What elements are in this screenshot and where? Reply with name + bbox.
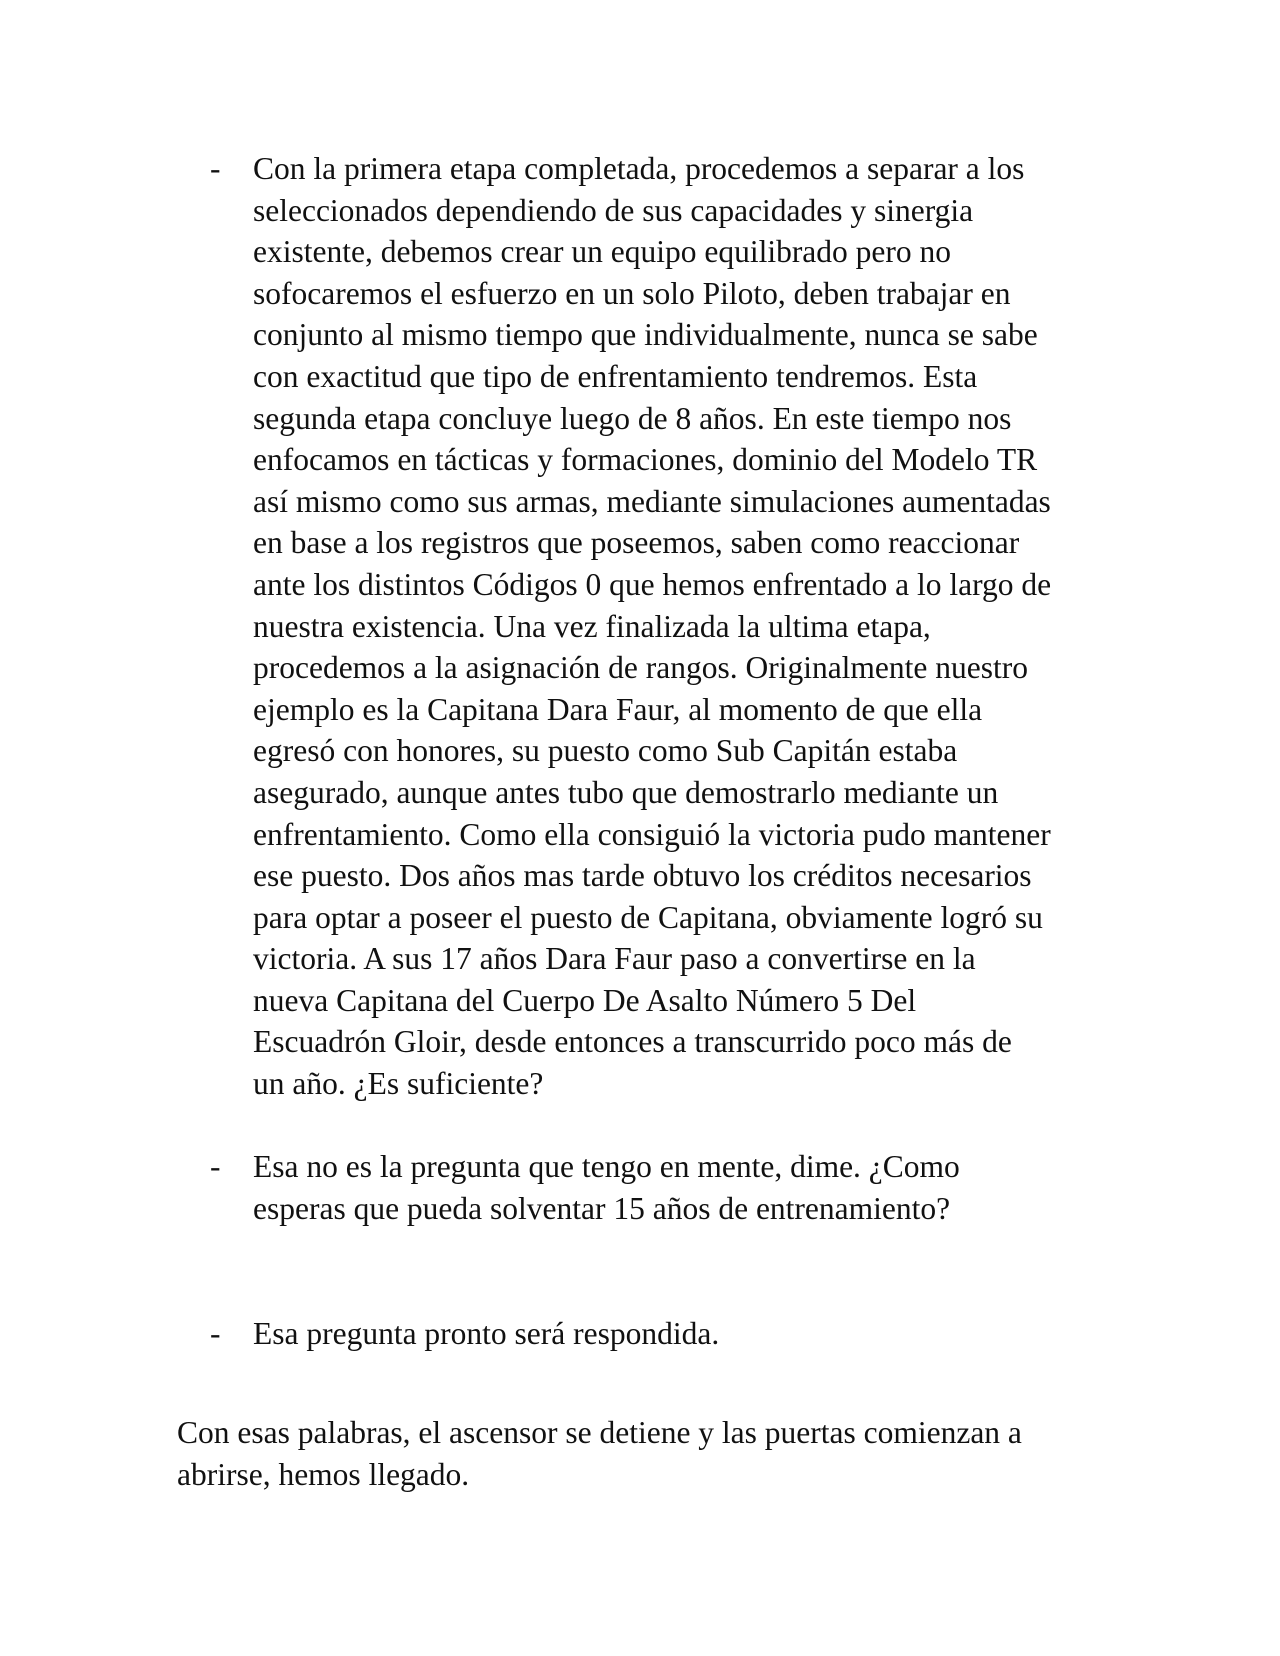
dialogue-text (253, 148, 1113, 1105)
text-line: para optar a poseer el puesto de Capitana, obviamente logró su (253, 899, 1043, 935)
text-line: ejemplo es la Capitana Dara Faur, al momento de que ella (253, 691, 983, 727)
narration-paragraph (177, 1412, 1117, 1495)
text-line: con exactitud que tipo de enfrentamiento tendremos. Esta (253, 358, 978, 394)
text-line: existente, debemos crear un equipo equilibrado pero no (253, 234, 952, 270)
text-line: ese puesto. Dos años mas tarde obtuvo los créditos necesarios (253, 858, 1032, 894)
text-line: así mismo como sus armas, mediante simulaciones aumentadas (253, 483, 1051, 519)
text-line: conjunto al mismo tiempo que individualmente, nunca se sabe (253, 317, 1038, 353)
text-line: esperas que pueda solventar 15 años de entrenamiento? (253, 1190, 951, 1226)
text-line: ante los distintos Códigos 0 que hemos enfrentado a lo largo de (253, 566, 1052, 602)
text-line: procedemos a la asignación de rangos. Originalmente nuestro (253, 650, 1028, 686)
dialogue-dash: - (210, 1316, 221, 1351)
text-line: nuestra existencia. Una vez finalizada la ultima etapa, (253, 608, 931, 644)
text-line: Con esas palabras, el ascensor se detiene y las puertas comienzan a (177, 1415, 1022, 1450)
text-line: victoria. A sus 17 años Dara Faur paso a convertirse en la (253, 941, 976, 977)
text-line: egresó con honores, su puesto como Sub Capitán estaba (253, 733, 958, 769)
text-line: nueva Capitana del Cuerpo De Asalto Número 5 Del (253, 982, 917, 1018)
text-line: enfrentamiento. Como ella consiguió la victoria pudo mantener (253, 816, 1051, 852)
dialogue-dash: - (210, 151, 221, 186)
text-line: sofocaremos el esfuerzo en un solo Piloto, deben trabajar en (253, 275, 1011, 311)
text-line: en base a los registros que poseemos, saben como reaccionar (253, 525, 1020, 561)
dialogue-text (253, 1313, 1113, 1355)
text-line: Con la primera etapa completada, procedemos a separar a los (253, 151, 1025, 186)
text-line: Esa pregunta pronto será respondida. (253, 1316, 720, 1351)
text-line: seleccionados dependiendo de sus capacidades y sinergia (253, 192, 974, 228)
text-line: asegurado, aunque antes tubo que demostrarlo mediante un (253, 774, 999, 810)
text-line: un año. ¿Es suficiente? (253, 1066, 544, 1102)
text-line: Esa no es la pregunta que tengo en mente, dime. ¿Como (253, 1149, 960, 1184)
text-line: Escuadrón Gloir, desde entonces a transcurrido poco más de (253, 1024, 1012, 1060)
dialogue-text (253, 1146, 1113, 1229)
text-line: abrirse, hemos llegado. (177, 1456, 470, 1492)
dialogue-dash: - (210, 1149, 221, 1184)
text-line: enfocamos en tácticas y formaciones, dominio del Modelo TR (253, 442, 1038, 478)
text-line: segunda etapa concluye luego de 8 años. En este tiempo nos (253, 400, 1012, 436)
